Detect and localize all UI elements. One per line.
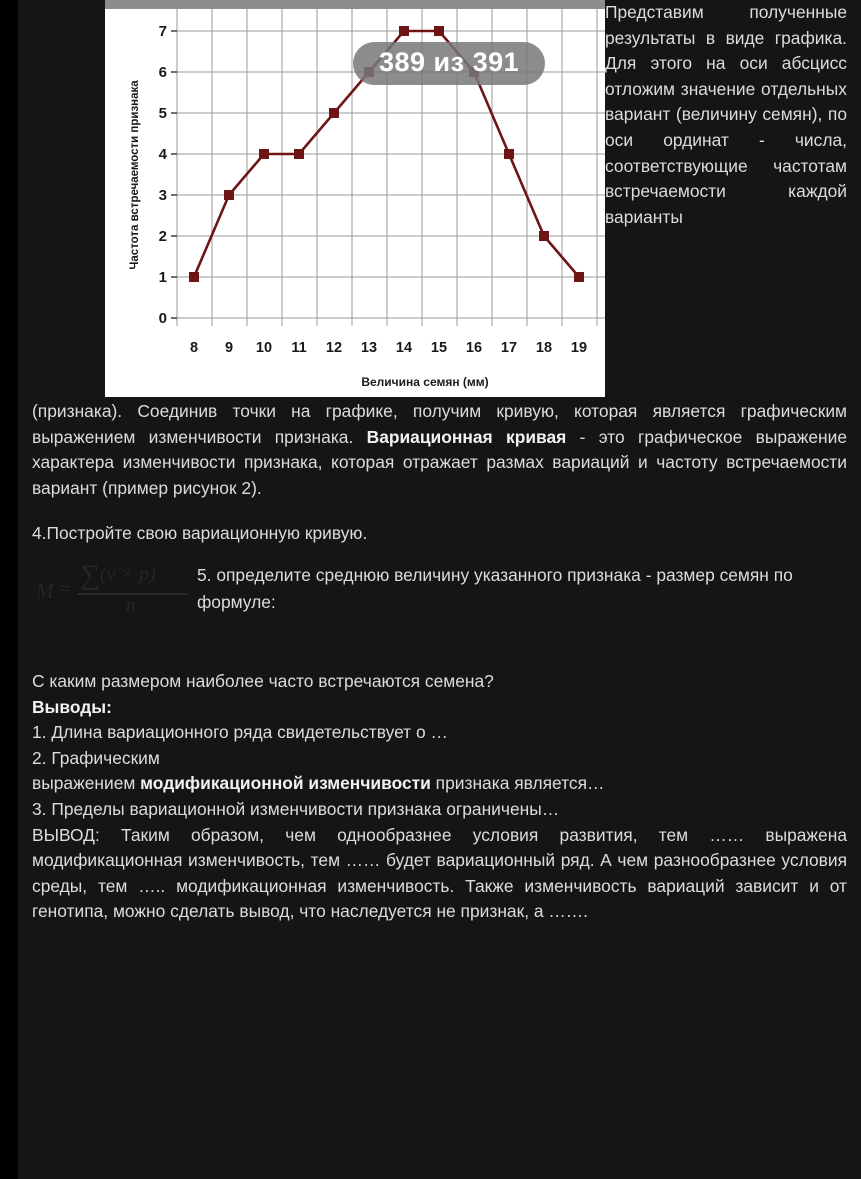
svg-text:10: 10 xyxy=(255,340,273,356)
formula-numerator xyxy=(80,560,156,592)
formula-denominator: n xyxy=(126,594,136,616)
svg-text:3: 3 xyxy=(158,187,167,204)
svg-text:5: 5 xyxy=(158,105,167,122)
definition-part-a: (признака). Соединив точки на графике, получим кривую, которая является графическим выражением изменчивости признака. xyxy=(32,401,847,447)
svg-text:1: 1 xyxy=(158,269,167,286)
svg-text:12: 12 xyxy=(325,340,343,356)
svg-text:13: 13 xyxy=(360,340,378,356)
term-variation-curve: Вариационная кривая xyxy=(366,426,567,447)
sigma-icon: ∑ xyxy=(80,559,100,591)
conclusion-2-part-b: признака является… xyxy=(430,773,605,794)
spacer xyxy=(18,501,861,521)
svg-text:15: 15 xyxy=(430,340,448,356)
final-conclusion-block xyxy=(18,823,861,925)
question-line: С каким размером наиболее часто встречаются семена? xyxy=(32,670,494,691)
svg-text:0: 0 xyxy=(158,310,167,327)
svg-text:8: 8 xyxy=(189,340,199,356)
formula-equals: = xyxy=(60,578,71,600)
term-modification-variability: модификационной изменчивости xyxy=(140,773,431,794)
task-4-block xyxy=(18,521,861,547)
svg-text:4: 4 xyxy=(158,146,167,163)
mean-formula xyxy=(32,557,197,621)
svg-text:14: 14 xyxy=(395,340,413,356)
spacer-large xyxy=(18,621,861,669)
conclusions-heading: Выводы: xyxy=(32,696,112,717)
variation-curve-definition-block xyxy=(18,399,861,501)
svg-text:6: 6 xyxy=(158,64,167,81)
svg-text:18: 18 xyxy=(535,340,553,356)
conclusion-2-cont xyxy=(32,771,847,797)
svg-text:Частота встречаемости признака: Частота встречаемости признака xyxy=(129,80,141,270)
svg-text:9: 9 xyxy=(224,340,234,356)
conclusions-block xyxy=(18,669,861,823)
svg-text:2: 2 xyxy=(158,228,167,245)
document-page xyxy=(18,0,861,1179)
svg-text:16: 16 xyxy=(465,340,483,356)
conclusion-2-part-a: выражением xyxy=(32,773,141,794)
formula-numerator-expr: (v × p) xyxy=(99,562,156,585)
conclusion-1: 1. Длина вариационного ряда свидетельствует о … xyxy=(32,722,448,743)
conclusion-2: 2. Графическим xyxy=(32,747,160,768)
svg-text:19: 19 xyxy=(570,340,588,356)
svg-text:Величина семян (мм): Величина семян (мм) xyxy=(361,375,489,389)
variation-curve-figure xyxy=(105,0,605,397)
svg-text:11: 11 xyxy=(291,340,307,356)
page-counter-badge: 389 из 391 xyxy=(353,42,545,85)
definition-paragraph xyxy=(32,399,847,501)
conclusion-3: 3. Пределы вариационной изменчивости признака ограничены… xyxy=(32,798,560,819)
intro-paragraph: Представим полученные результаты в виде графика. Для этого на оси абсцисс отложим значение отдельных вариант (величину семян), по оси ординат - числа, соответствующие частотам встречаемости каждой варианты xyxy=(605,2,847,227)
formula-symbol-m: M xyxy=(36,578,54,603)
svg-text:7: 7 xyxy=(158,23,167,40)
formula-row xyxy=(18,557,861,621)
top-block xyxy=(18,0,861,389)
below-figure-content xyxy=(18,399,861,925)
svg-text:17: 17 xyxy=(500,340,518,356)
task-5-text: 5. определите среднюю величину указанного признака - размер семян по формуле: xyxy=(197,564,793,612)
definition-part-b: - это графическое выражение характера изменчивости признака, которая отражает размах вариаций и частоту встречаемости вариант (пример рисунок 2). xyxy=(32,426,847,498)
final-conclusion-text: ВЫВОД: Таким образом, чем однообразнее условия развития, тем …… выражена модификационная изменчивость, тем …… будет вариационный ряд. А чем разнообразнее условия среды, тем ….. модификационная изменчивость. Также изменчивость вариаций зависит и от генотипа, можно сделать вывод, что наследуется не признак, а ……. xyxy=(32,824,847,922)
task-4-text: 4.Постройте свою вариационную кривую. xyxy=(32,523,368,544)
